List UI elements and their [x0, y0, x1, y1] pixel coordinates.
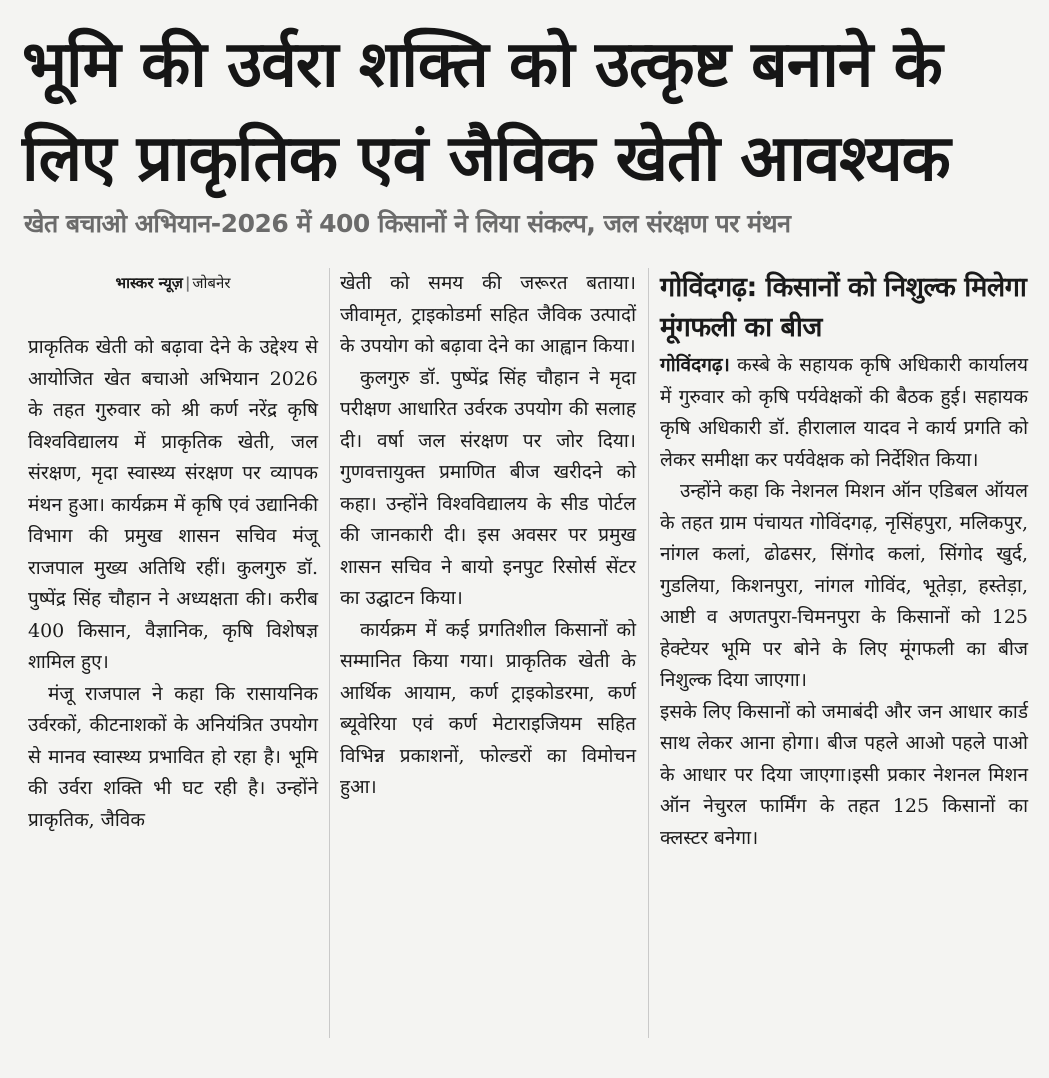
- sidebar-headline: गोविंदगढ़: किसानों को निशुल्क मिलेगा मूंगफली का बीज: [660, 272, 1027, 343]
- sidebar-dateline: गोविंदगढ़।: [660, 354, 730, 376]
- byline: भास्कर न्यूज़ | जोबनेर: [115, 274, 231, 292]
- article-paragraph: कार्यक्रम में कई प्रगतिशील किसानों को सम्मानित किया गया। प्राकृतिक खेती के आर्थिक आयाम, कर्ण ट्राइकोडरमा, कर्ण ब्यूवेरिया एवं कर्ण मेटाराइजियम सहित विभिन्न प्रकाशनों, फोल्डरों का विमोचन हुआ।: [340, 618, 636, 798]
- sidebar-paragraph: उन्होंने कहा कि नेशनल मिशन ऑन एडिबल ऑयल के तहत ग्राम पंचायत गोविंदगढ़, नृसिंहपुरा, मलिकपुर, नांगल कलां, ढोढसर, सिंगोद कलां, सिंगोद खुर्द, गुडलिया, किशनपुरा, नांगल गोविंद, भूतेड़ा, हस्तेड़ा, आष्टी व अणतपुरा-चिमनपुरा के किसानों को 125 हेक्टेयर भूमि पर बोने के लिए मूंगफली का बीज निशुल्क दिया जाएगा।: [660, 480, 1028, 691]
- article-column-2: [340, 268, 636, 804]
- article-column-1: [28, 268, 318, 836]
- article-subheadline: खेत बचाओ अभियान-2026 में 400 किसानों ने लिया संकल्प, जल संरक्षण पर मंथन: [24, 209, 791, 238]
- sidebar-story: [660, 268, 1028, 854]
- sidebar-paragraph: इसके लिए किसानों को जमाबंदी और जन आधार कार्ड साथ लेकर आना होगा। बीज पहले आओ पहले पाओ के आधार पर दिया जाएगा।इसी प्रकार नेशनल मिशन ऑन नेचुरल फार्मिंग के तहत 125 किसानों का क्लस्टर बनेगा।: [660, 700, 1028, 849]
- headline-line-2: लिए प्राकृतिक एवं जैविक खेती आवश्यक: [22, 122, 950, 196]
- article-paragraph: कुलगुरु डॉ. पुष्पेंद्र सिंह चौहान ने मृदा परीक्षण आधारित उर्वरक उपयोग की सलाह दी। वर्षा जल संरक्षण पर जोर दिया। गुणवत्तायुक्त प्रमाणित बीज खरीदने को कहा। उन्होंने विश्वविद्यालय के सीड पोर्टल की जानकारी दी। इस अवसर पर प्रमुख शासन सचिव ने बायो इनपुट रिसोर्स सेंटर का उद्घाटन किया।: [340, 366, 636, 609]
- byline-source: भास्कर न्यूज़: [115, 274, 183, 292]
- article-headline: [22, 18, 1032, 206]
- article-paragraph: मंजू राजपाल ने कहा कि रासायनिक उर्वरकों, कीटनाशकों के अनियंत्रित उपयोग से मानव स्वास्थ्य प्रभावित हो रहा है। भूमि की उर्वरा शक्ति भी घट रही है। उन्होंने प्राकृतिक, जैविक: [28, 682, 318, 831]
- column-divider: [329, 268, 330, 1038]
- column-divider: [648, 268, 649, 1038]
- headline-line-1: भूमि की उर्वरा शक्ति को उत्कृष्ट बनाने के: [22, 28, 942, 102]
- byline-place: जोबनेर: [192, 274, 231, 292]
- article-paragraph: खेती को समय की जरूरत बताया। जीवामृत, ट्राइकोडर्मा सहित जैविक उत्पादों के उपयोग को बढ़ावा देने का आह्वान किया।: [340, 272, 636, 357]
- sidebar-paragraph-body: कस्बे के सहायक कृषि अधिकारी कार्यालय में गुरुवार को कृषि पर्यवेक्षकों की बैठक हुई। सहायक कृषि अधिकारी डॉ. हीरालाल यादव ने कार्य प्रगति को लेकर समीक्षा कर पर्यवेक्षक को निर्देशित किया।: [660, 354, 1028, 471]
- sidebar-paragraph: [660, 350, 1028, 476]
- article-paragraph: प्राकृतिक खेती को बढ़ावा देने के उद्देश्य से आयोजित खेत बचाओ अभियान 2026 के तहत गुरुवार को श्री कर्ण नरेंद्र कृषि विश्वविद्यालय में प्राकृतिक खेती, जल संरक्षण, मृदा स्वास्थ्य संरक्षण पर व्यापक मंथन हुआ। कार्यक्रम में कृषि एवं उद्यानिकी विभाग की प्रमुख शासन सचिव मंजू राजपाल मुख्य अतिथि रहीं। कुलगुरु डॉ. पुष्पेंद्र सिंह चौहान ने अध्यक्षता की। करीब 400 किसान, वैज्ञानिक, कृषि विशेषज्ञ शामिल हुए।: [28, 336, 318, 673]
